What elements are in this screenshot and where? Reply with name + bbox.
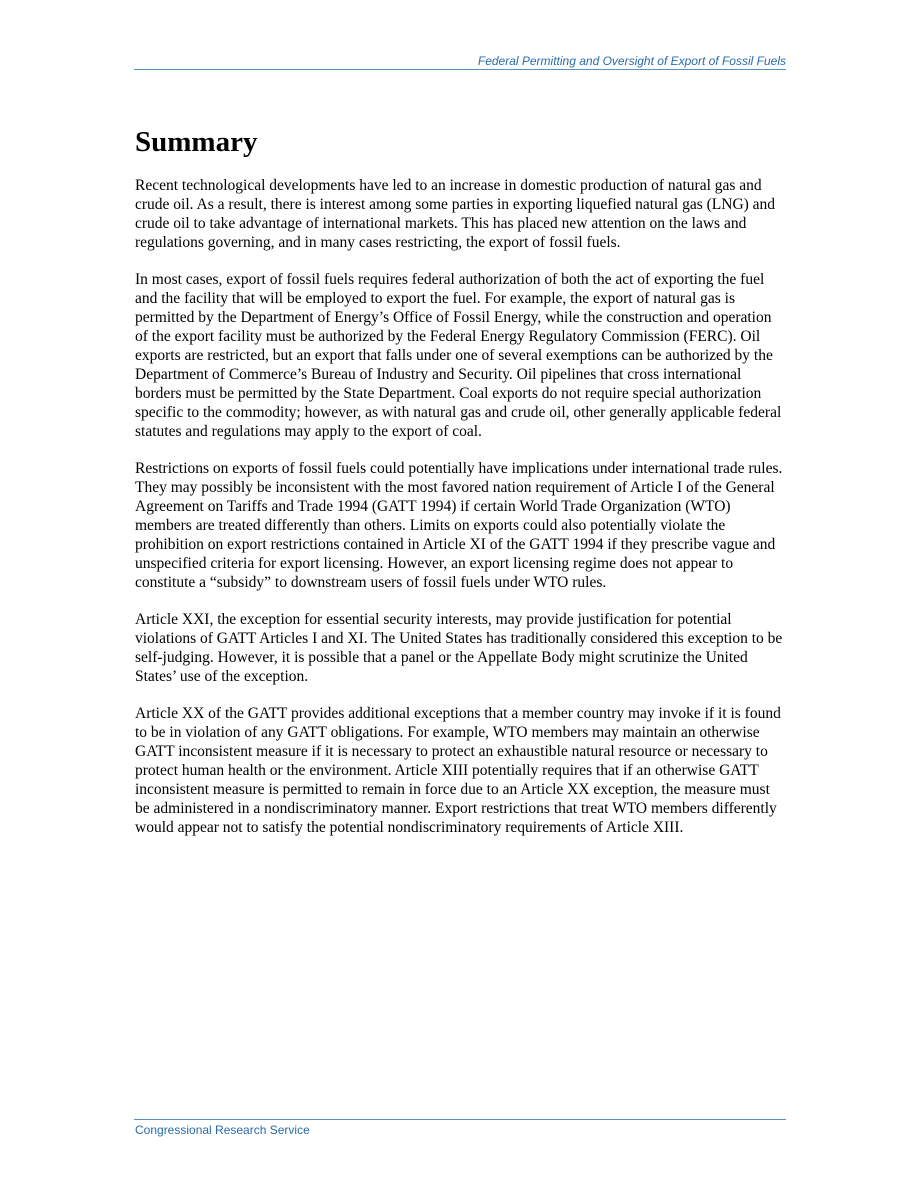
paragraph: Recent technological developments have led to an increase in domestic production of natural gas and crude oil. As a result, there is interest among some parties in exporting liquefied natural gas (LNG) and crude oil to take advantage of international markets. This has placed new attention on the laws and regulations governing, and in many cases restricting, the export of fossil fuels. xyxy=(135,177,776,251)
paragraph: Article XXI, the exception for essential security interests, may provide justification for potential violations of GATT Articles I and XI. The United States has traditionally considered this exception to be self-judging. However, it is possible that a panel or the Appellate Body might scrutinize the United States’ use of the exception. xyxy=(135,611,783,685)
footer-divider xyxy=(134,1119,786,1120)
summary-body xyxy=(135,176,787,855)
page-title: Summary xyxy=(135,126,258,158)
paragraph: Restrictions on exports of fossil fuels could potentially have implications under international trade rules. They may possibly be inconsistent with the most favored nation requirement of Article I of the General Agreement on Tariffs and Trade 1994 (GATT 1994) if certain World Trade Organization (WTO) members are treated differently than others. Limits on exports could also potentially violate the prohibition on export restrictions contained in Article XI of the GATT 1994 if they prescribe vague and unspecified criteria for export licensing. However, an export licensing regime does not appear to constitute a “subsidy” to downstream users of fossil fuels under WTO rules. xyxy=(135,460,783,591)
paragraph: In most cases, export of fossil fuels requires federal authorization of both the act of exporting the fuel and the facility that will be employed to export the fuel. For example, the export of natural gas is permitted by the Department of Energy’s Office of Fossil Energy, while the construction and operation of the export facility must be authorized by the Federal Energy Regulatory Commission (FERC). Oil exports are restricted, but an export that falls under one of several exemptions can be authorized by the Department of Commerce’s Bureau of Industry and Security. Oil pipelines that cross international borders must be permitted by the State Department. Coal exports do not require special authorization specific to the commodity; however, as with natural gas and crude oil, other generally applicable federal statutes and regulations may apply to the export of coal. xyxy=(135,271,782,440)
paragraph: Article XX of the GATT provides additional exceptions that a member country may invoke if it is found to be in violation of any GATT obligations. For example, WTO members may maintain an otherwise GATT inconsistent measure if it is necessary to protect an exhaustible natural resource or necessary to protect human health or the environment. Article XIII potentially requires that if an otherwise GATT inconsistent measure is permitted to remain in force due to an Article XX exception, the measure must be administered in a nondiscriminatory manner. Export restrictions that treat WTO members differently would appear not to satisfy the potential nondiscriminatory requirements of Article XIII. xyxy=(135,705,781,836)
running-footer: Congressional Research Service xyxy=(135,1123,310,1137)
header-divider xyxy=(134,69,786,70)
running-header: Federal Permitting and Oversight of Export of Fossil Fuels xyxy=(477,54,786,68)
